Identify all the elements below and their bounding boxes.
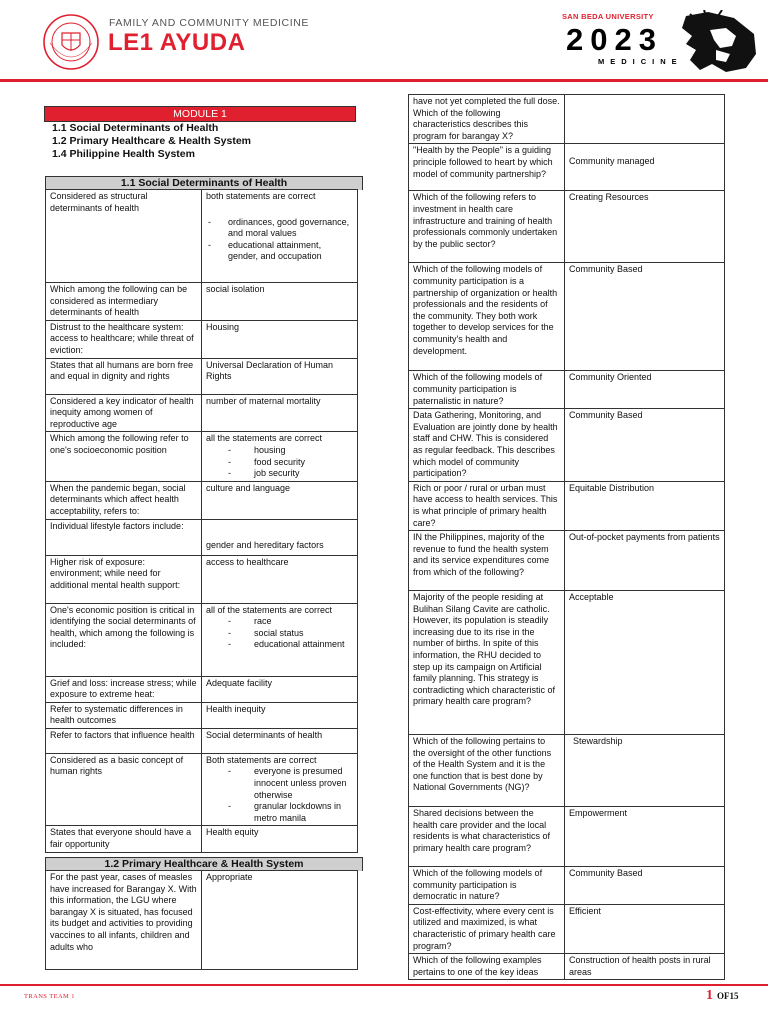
question-cell: "Health by the People" is a guiding principle followed to heart by which model of community partnership?: [409, 144, 565, 191]
table-row: [46, 826, 358, 852]
answer-cell: [202, 432, 358, 481]
answer-sublist: [206, 445, 353, 480]
list-item: - granular lockdowns in metro manila: [206, 801, 353, 824]
table-row: [46, 481, 358, 519]
question-cell: Considered as structural determinants of health: [46, 190, 202, 283]
question-cell: have not yet completed the full dose. Which of the following characteristics describes this program for barangay X?: [409, 95, 565, 144]
answer-text: both statements are correct: [206, 191, 316, 201]
answer-cell: Community Based: [565, 409, 725, 482]
table-row: [46, 190, 358, 283]
answer-cell: Equitable Distribution: [565, 481, 725, 530]
table-row: [46, 283, 358, 321]
question-cell: For the past year, cases of measles have increased for Barangay X. With this information, the LGU where barangay X is situated, has focused its budget and activities to providing vaccines to all infants, children and adults who: [46, 871, 202, 970]
answer-cell: Community Oriented: [565, 371, 725, 409]
table-row: [46, 702, 358, 728]
answer-cell: Efficient: [565, 904, 725, 953]
question-cell: Majority of the people residing at Bulihan Silang Cavite are catholic. However, its population is steadily increasing due to its rise in the number of births. In spite of this information, the RHU decided to step up its campaign on Artificial family planning. This strategy is contradicting which characteristic of primary health care program?: [409, 591, 565, 735]
question-cell: Refer to systematic differences in health outcomes: [46, 702, 202, 728]
answer-cell: Appropriate: [202, 871, 358, 970]
answer-text: Stewardship: [573, 736, 623, 747]
answer-cell: culture and language: [202, 481, 358, 519]
table-row: [409, 191, 725, 263]
module-topic: 1.4 Philippine Health System: [52, 148, 195, 160]
qa-table-social-determinants: [45, 189, 358, 853]
answer-text: gender and hereditary factors: [206, 539, 324, 550]
section-heading-social-determinants: 1.1 Social Determinants of Health: [45, 176, 363, 190]
question-cell: Which of the following models of community participation is a partnership of organization or health professionals and the residents of the community. They both work together to develop services for the community's health and development.: [409, 263, 565, 371]
question-cell: Which among the following can be considered as intermediary determinants of health: [46, 283, 202, 321]
table-row: [409, 735, 725, 807]
table-row: [409, 371, 725, 409]
question-cell: Which of the following pertains to the oversight of the other functions of the Health System and it is the one function that is best done by National Governments (NG)?: [409, 735, 565, 807]
answer-cell: Housing: [202, 320, 358, 358]
answer-cell: Community Based: [565, 263, 725, 371]
question-cell: Data Gathering, Monitoring, and Evaluation are jointly done by health staff and CHW. This is considered as regular feedback. This describes which model of community participation?: [409, 409, 565, 482]
question-cell: Individual lifestyle factors include:: [46, 519, 202, 555]
answer-cell: [202, 190, 358, 283]
answer-cell: number of maternal mortality: [202, 394, 358, 432]
table-row: [409, 531, 725, 591]
question-cell: States that everyone should have a fair opportunity: [46, 826, 202, 852]
answer-cell: Social determinants of health: [202, 728, 358, 753]
footer-team-label: TRANS TEAM 1: [24, 993, 75, 1000]
qa-table-primary-healthcare: [45, 870, 358, 970]
table-row: [46, 358, 358, 394]
question-cell: Which of the following models of community participation is democratic in nature?: [409, 867, 565, 905]
university-seal-icon: [42, 13, 100, 71]
lion-icon: [656, 10, 760, 74]
answer-cell: Universal Declaration of Human Rights: [202, 358, 358, 394]
list-item: - race: [206, 616, 353, 628]
question-cell: Distrust to the healthcare system: access to healthcare; while threat of eviction:: [46, 320, 202, 358]
answer-cell: Health inequity: [202, 702, 358, 728]
page-current: 1: [706, 988, 713, 1003]
question-cell: Shared decisions between the health care provider and the local residents is what characteristics of primary health care program?: [409, 807, 565, 867]
list-item: - social status: [206, 628, 353, 640]
question-cell: Higher risk of exposure: environment; while need for additional mental health support:: [46, 555, 202, 603]
table-row: [46, 676, 358, 702]
page-header: [0, 0, 768, 80]
table-row: [409, 954, 725, 980]
answer-cell: Adequate facility: [202, 676, 358, 702]
qa-table-continued: [408, 94, 725, 980]
question-cell: Grief and loss: increase stress; while exposure to extreme heat:: [46, 676, 202, 702]
answer-sublist: [206, 766, 353, 824]
answer-cell: Community Based: [565, 867, 725, 905]
module-topic: 1.1 Social Determinants of Health: [52, 122, 219, 134]
answer-text: all the statements are correct: [206, 433, 323, 444]
module-banner: MODULE 1: [44, 106, 356, 122]
question-cell: Considered as a basic concept of human rights: [46, 753, 202, 826]
question-cell: Which among the following refer to one's socioeconomic position: [46, 432, 202, 481]
table-row: [409, 409, 725, 482]
header-title: LE1 AYUDA: [108, 29, 246, 56]
header-divider: [0, 79, 768, 82]
answer-cell: [202, 603, 358, 676]
page-number: [706, 986, 739, 1004]
question-cell: When the pandemic began, social determinants which affect health acceptability, refers to:: [46, 481, 202, 519]
table-row: [46, 320, 358, 358]
table-row: [46, 871, 358, 970]
table-row: [409, 591, 725, 735]
module-topic-list: [52, 122, 251, 161]
table-row: [46, 728, 358, 753]
question-cell: Which of the following refers to investment in health care infrastructure and training of health professionals commonly undertaken by the public sector?: [409, 191, 565, 263]
table-row: [46, 432, 358, 481]
list-item: - ordinances, good governance, and moral values: [206, 217, 353, 240]
question-cell: Considered a key indicator of health inequity among women of reproductive age: [46, 394, 202, 432]
question-cell: Which of the following models of community participation is paternalistic in nature?: [409, 371, 565, 409]
answer-cell: [202, 753, 358, 826]
table-row: [46, 753, 358, 826]
brand-university: SAN BEDA UNIVERSITY: [562, 12, 654, 21]
answer-sublist: [206, 616, 353, 651]
answer-cell: [565, 735, 725, 807]
footer-divider: [0, 984, 768, 986]
brand-medicine: MEDICINE: [598, 57, 683, 66]
answer-text: Both statements are correct: [206, 754, 317, 765]
section-heading-primary-healthcare: 1.2 Primary Healthcare & Health System: [45, 857, 363, 871]
question-cell: States that all humans are born free and equal in dignity and rights: [46, 358, 202, 394]
table-row: [409, 867, 725, 905]
table-row: [409, 807, 725, 867]
list-item: - educational attainment, gender, and occupation: [206, 240, 353, 263]
answer-cell: Out-of-pocket payments from patients: [565, 531, 725, 591]
answer-cell: social isolation: [202, 283, 358, 321]
table-row: [409, 263, 725, 371]
answer-text: Community managed: [569, 156, 655, 167]
list-item: - educational attainment: [206, 639, 353, 651]
list-item: - job security: [206, 468, 353, 480]
question-cell: Which of the following examples pertains to one of the key ideas: [409, 954, 565, 980]
table-row: [46, 603, 358, 676]
table-row: [46, 519, 358, 555]
list-item: - food security: [206, 457, 353, 469]
page-total: OF15: [717, 991, 739, 1001]
answer-cell: [565, 95, 725, 144]
question-cell: Cost-effectivity, where every cent is utilized and maximized, is what characteristic of primary health care program?: [409, 904, 565, 953]
answer-cell: Health equity: [202, 826, 358, 852]
brand-year: 2023: [566, 22, 663, 57]
answer-cell: Construction of health posts in rural areas: [565, 954, 725, 980]
question-cell: Rich or poor / rural or urban must have access to health services. This is what principle of primary health care?: [409, 481, 565, 530]
question-cell: One's economic position is critical in identifying the social determinants of health, which among the following is included:: [46, 603, 202, 676]
answer-sublist: [206, 217, 353, 263]
answer-cell: [565, 144, 725, 191]
module-topic: 1.2 Primary Healthcare & Health System: [52, 135, 252, 147]
answer-cell: Empowerment: [565, 807, 725, 867]
header-subtitle: FAMILY AND COMMUNITY MEDICINE: [109, 17, 310, 29]
table-row: [409, 144, 725, 191]
table-row: [46, 555, 358, 603]
answer-cell: Creating Resources: [565, 191, 725, 263]
question-cell: Refer to factors that influence health: [46, 728, 202, 753]
answer-cell: [202, 519, 358, 555]
answer-cell: Acceptable: [565, 591, 725, 735]
answer-cell: access to healthcare: [202, 555, 358, 603]
table-row: [409, 904, 725, 953]
table-row: [409, 481, 725, 530]
table-row: [409, 95, 725, 144]
table-row: [46, 394, 358, 432]
answer-text: all of the statements are correct: [206, 604, 333, 615]
brand-logo: [562, 10, 762, 72]
question-cell: IN the Philippines, majority of the revenue to fund the health system and its service expenditures come from which of the following?: [409, 531, 565, 591]
list-item: - everyone is presumed innocent unless proven otherwise: [206, 766, 353, 801]
list-item: - housing: [206, 445, 353, 457]
